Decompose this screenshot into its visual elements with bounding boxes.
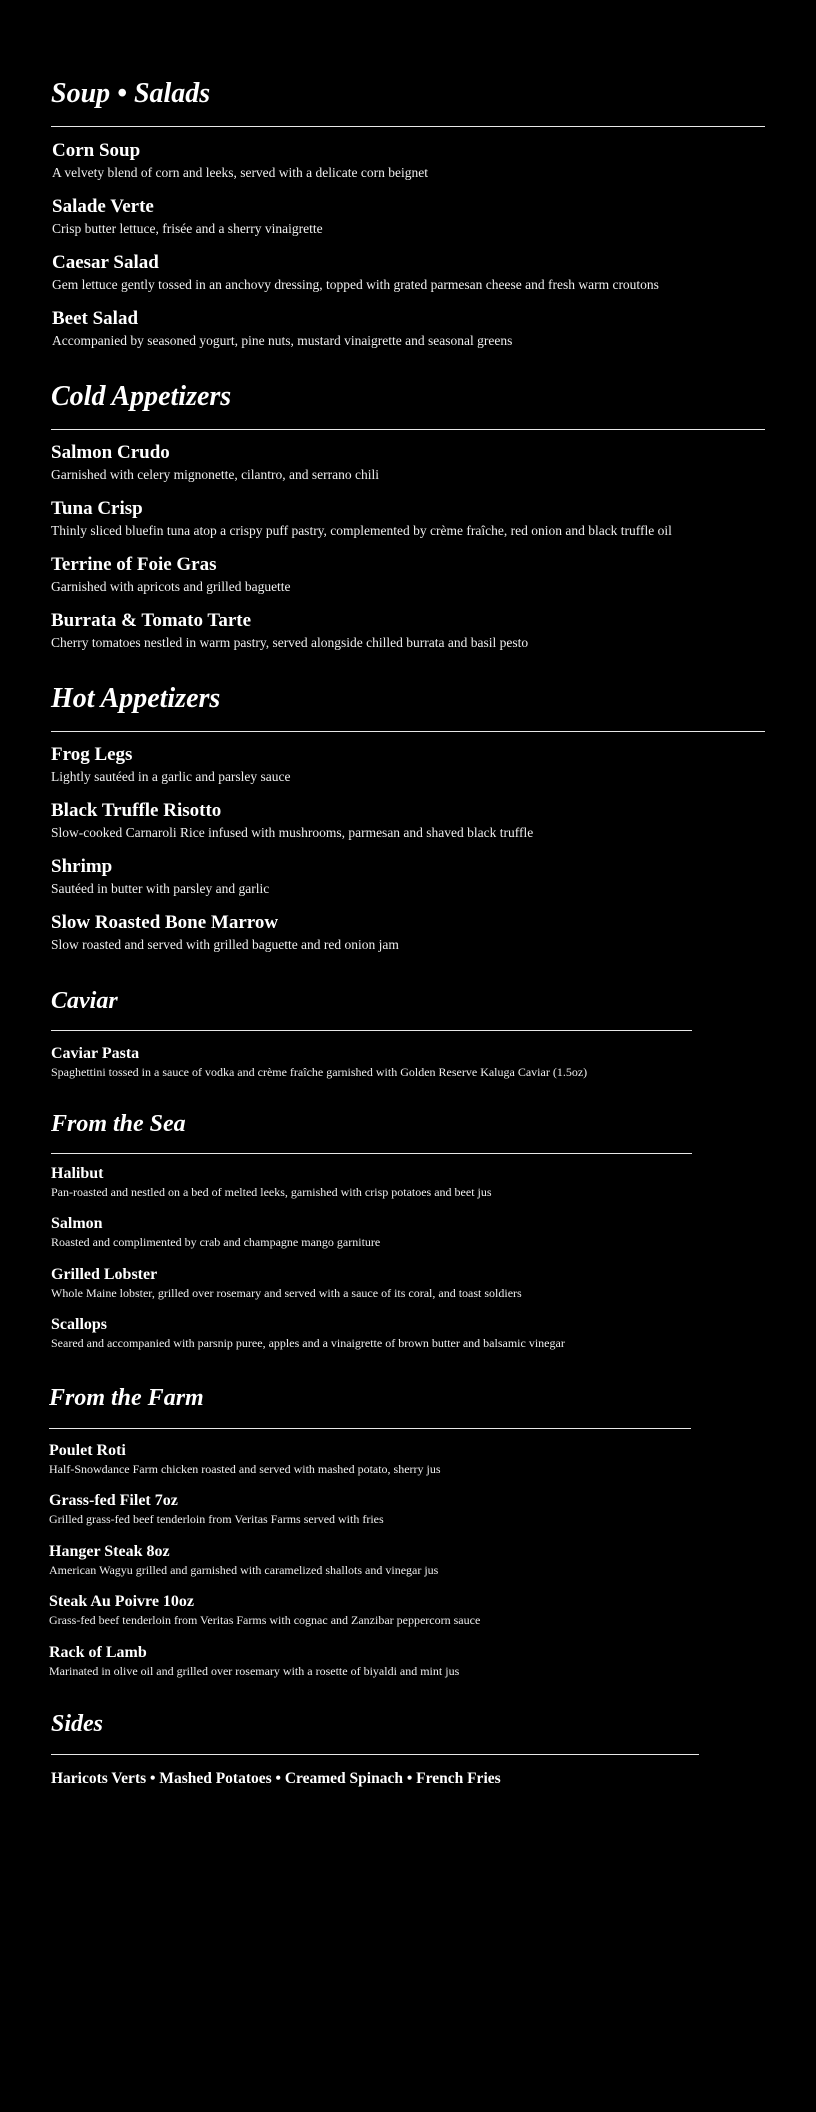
menu-item — [51, 498, 672, 539]
item-name: Caesar Salad — [52, 252, 159, 273]
menu-item — [49, 1593, 480, 1628]
section-divider — [51, 1754, 699, 1755]
section-divider — [51, 1153, 692, 1154]
item-name: Black Truffle Risotto — [51, 800, 222, 821]
item-name: Hanger Steak 8oz — [49, 1543, 170, 1560]
item-description: Half-Snowdance Farm chicken roasted and served with mashed potato, sherry jus — [49, 1462, 441, 1476]
section-title: Soup • Salads — [51, 78, 211, 109]
menu-item — [52, 196, 323, 237]
menu-item — [51, 912, 399, 953]
item-description: Thinly sliced bluefin tuna atop a crispy puff pastry, complemented by crème fraîche, red onion and black truffle oil — [51, 523, 672, 538]
menu-item — [51, 1316, 565, 1351]
section-divider — [51, 731, 765, 732]
item-name: Frog Legs — [51, 744, 133, 765]
item-name: Salmon — [51, 1215, 103, 1232]
menu-item — [51, 1165, 492, 1200]
item-name: Steak Au Poivre 10oz — [49, 1593, 195, 1610]
item-description: Roasted and complimented by crab and champagne mango garniture — [51, 1235, 381, 1249]
item-description: Whole Maine lobster, grilled over rosemary and served with a sauce of its coral, and toast soldiers — [51, 1286, 522, 1300]
item-description: Lightly sautéed in a garlic and parsley sauce — [51, 769, 291, 784]
item-name: Scallops — [51, 1316, 108, 1333]
item-name: Slow Roasted Bone Marrow — [51, 912, 279, 933]
menu-item — [51, 744, 291, 785]
item-description: Accompanied by seasoned yogurt, pine nuts, mustard vinaigrette and seasonal greens — [52, 333, 513, 348]
section-divider — [51, 126, 765, 127]
item-description: Slow-cooked Carnaroli Rice infused with mushrooms, parmesan and shaved black truffle — [51, 825, 534, 840]
section-divider — [51, 1030, 692, 1031]
item-name: Halibut — [51, 1165, 104, 1182]
item-description: Cherry tomatoes nestled in warm pastry, served alongside chilled burrata and basil pesto — [51, 635, 529, 650]
item-description: Garnished with celery mignonette, cilantro, and serrano chili — [51, 467, 380, 482]
item-description: American Wagyu grilled and garnished with caramelized shallots and vinegar jus — [49, 1563, 439, 1577]
section-divider — [49, 1428, 691, 1429]
menu-item — [51, 1266, 522, 1301]
item-name: Rack of Lamb — [49, 1644, 147, 1661]
item-name: Tuna Crisp — [51, 498, 143, 519]
item-name: Grass-fed Filet 7oz — [49, 1492, 178, 1509]
item-description: Slow roasted and served with grilled baguette and red onion jam — [51, 937, 399, 952]
menu-item — [51, 610, 528, 651]
item-description: Grass-fed beef tenderloin from Veritas Farms with cognac and Zanzibar peppercorn sauce — [49, 1613, 481, 1627]
item-name: Grilled Lobster — [51, 1266, 158, 1283]
item-name: Salade Verte — [52, 196, 154, 217]
menu-item — [51, 554, 291, 595]
item-description: Gem lettuce gently tossed in an anchovy dressing, topped with grated parmesan cheese and fresh warm croutons — [52, 277, 659, 292]
menu-item — [52, 140, 428, 181]
item-description: Seared and accompanied with parsnip puree, apples and a vinaigrette of brown butter and balsamic vinegar — [51, 1336, 565, 1350]
sides-list: Haricots Verts • Mashed Potatoes • Creamed Spinach • French Fries — [51, 1770, 501, 1787]
item-description: Pan-roasted and nestled on a bed of melted leeks, garnished with crisp potatoes and beet jus — [51, 1185, 492, 1199]
item-name: Terrine of Foie Gras — [51, 554, 217, 575]
section-title: From the Sea — [51, 1111, 186, 1137]
menu-item — [51, 1215, 380, 1250]
item-description: Crisp butter lettuce, frisée and a sherry vinaigrette — [52, 221, 323, 236]
menu-item — [51, 856, 269, 897]
item-name: Poulet Roti — [49, 1442, 126, 1459]
item-name: Beet Salad — [52, 308, 139, 329]
item-description: Marinated in olive oil and grilled over rosemary with a rosette of biyaldi and mint jus — [49, 1664, 460, 1678]
item-name: Salmon Crudo — [51, 442, 170, 463]
menu-item — [49, 1543, 438, 1578]
menu-item — [49, 1492, 384, 1527]
menu-item — [49, 1644, 459, 1679]
section-title: Cold Appetizers — [51, 381, 232, 412]
item-name: Corn Soup — [52, 140, 141, 161]
menu-item — [52, 252, 659, 293]
item-description: A velvety blend of corn and leeks, served with a delicate corn beignet — [52, 165, 428, 180]
item-name: Caviar Pasta — [51, 1045, 140, 1062]
menu-item — [51, 800, 533, 841]
section-title: From the Farm — [49, 1385, 204, 1411]
item-description: Grilled grass-fed beef tenderloin from Veritas Farms served with fries — [49, 1512, 384, 1526]
section-title: Sides — [51, 1711, 104, 1737]
section-title: Hot Appetizers — [51, 683, 221, 714]
menu-item — [51, 442, 379, 483]
item-description: Sautéed in butter with parsley and garlic — [51, 881, 270, 896]
item-description: Spaghettini tossed in a sauce of vodka and crème fraîche garnished with Golden Reserve Kaluga Caviar (1.5oz) — [51, 1065, 588, 1079]
item-description: Garnished with apricots and grilled baguette — [51, 579, 291, 594]
section-divider — [51, 429, 765, 430]
menu-item — [51, 1045, 587, 1080]
menu-item — [52, 308, 512, 349]
section-title: Caviar — [51, 988, 118, 1014]
item-name: Shrimp — [51, 856, 113, 877]
menu-item — [49, 1442, 441, 1477]
item-name: Burrata & Tomato Tarte — [51, 610, 252, 631]
